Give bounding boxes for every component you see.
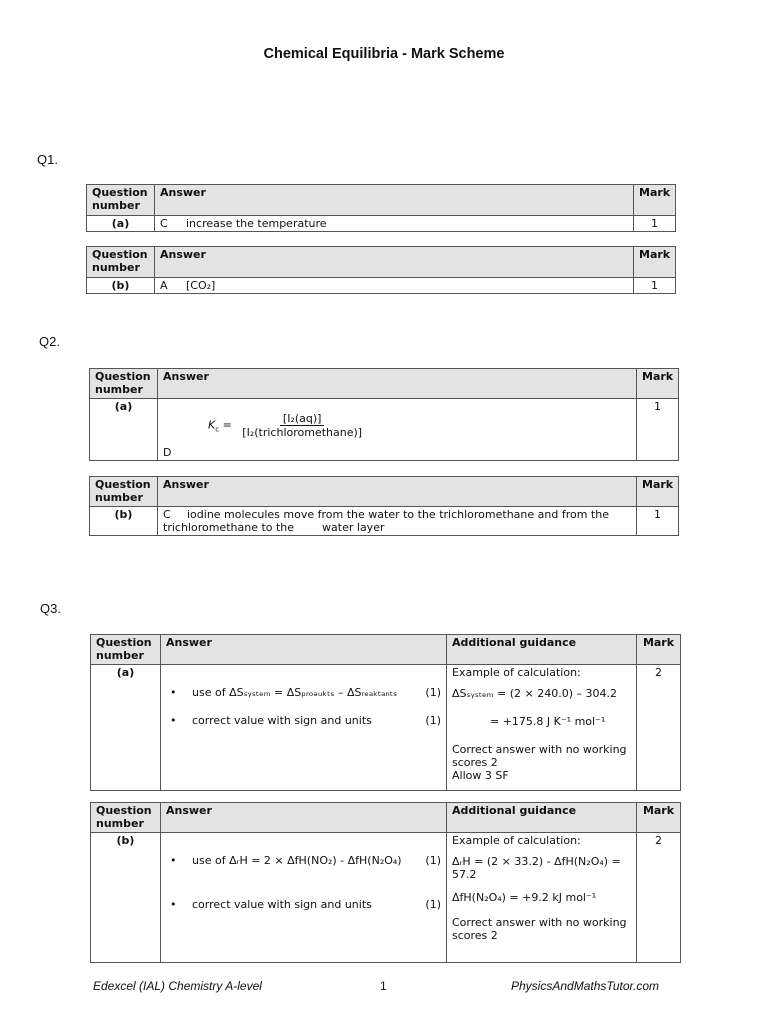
answer-cell	[158, 399, 637, 461]
bullet-item	[166, 714, 441, 727]
footer-page-number: 1	[380, 979, 387, 993]
header-mark: Mark	[634, 185, 676, 216]
bullet-mark: (1)	[425, 854, 441, 867]
guidance-line: Example of calculation:	[452, 666, 581, 679]
bullet-item	[166, 686, 441, 699]
header-mark: Mark	[634, 247, 676, 278]
answer-text: [CO₂]	[186, 279, 216, 292]
bullet-icon: •	[170, 714, 177, 727]
header-additional-guidance: Additional guidance	[447, 635, 637, 665]
bullet-text: use of ΔᵣH = 2 × ΔfH(NO₂) - ΔfH(N₂O₄)	[192, 854, 402, 867]
bullet-text: correct value with sign and units	[192, 898, 372, 911]
q1a-table	[86, 184, 676, 232]
header-question-number: Question number	[87, 247, 155, 278]
q1b-table	[86, 246, 676, 294]
page-title: Chemical Equilibria - Mark Scheme	[263, 46, 505, 62]
header-answer: Answer	[155, 185, 634, 216]
header-question-number: Question number	[91, 803, 161, 833]
question-part: (b)	[91, 833, 161, 963]
answer-text: increase the temperature	[186, 217, 327, 230]
q3a-table	[90, 634, 681, 791]
guidance-line: ΔSₛᵧₛₜₑₘ = (2 × 240.0) – 304.2	[452, 687, 617, 700]
answer-cell	[155, 278, 634, 294]
question-part: (b)	[90, 507, 158, 536]
bullet-item	[166, 898, 441, 911]
guidance-line: Correct answer with no working scores 2	[452, 743, 627, 769]
kc-symbol: K	[208, 418, 216, 432]
bullet-icon: •	[170, 898, 177, 911]
mark-value: 1	[637, 399, 679, 461]
kc-expression	[163, 400, 631, 446]
header-question-number: Question number	[87, 185, 155, 216]
answer-letter: C	[160, 217, 168, 230]
q3b-table	[90, 802, 681, 963]
answer-cell	[161, 833, 447, 963]
guidance-line: Correct answer with no working scores 2	[452, 916, 627, 942]
header-answer: Answer	[158, 477, 637, 507]
kc-numerator: [I₂(aq)]	[280, 412, 325, 426]
header-answer: Answer	[158, 369, 637, 399]
answer-line-1: iodine molecules move from the water to the trichloromethane and from the	[187, 508, 609, 521]
answer-cell	[158, 507, 637, 536]
kc-denominator: [I₂(trichloromethane)]	[242, 426, 363, 439]
q2b-table	[89, 476, 679, 536]
q1-label: Q1.	[37, 152, 58, 167]
guidance-line: Example of calculation:	[452, 834, 581, 847]
header-question-number: Question number	[90, 369, 158, 399]
footer-right: PhysicsAndMathsTutor.com	[511, 979, 660, 993]
header-mark: Mark	[637, 803, 681, 833]
q3-label: Q3.	[40, 601, 61, 616]
answer-letter: D	[163, 446, 172, 459]
header-mark: Mark	[637, 477, 679, 507]
question-part: (a)	[87, 216, 155, 232]
mark-value: 2	[637, 833, 681, 963]
header-mark: Mark	[637, 369, 679, 399]
question-part: (b)	[87, 278, 155, 294]
header-answer: Answer	[161, 635, 447, 665]
guidance-line: ΔfH(N₂O₄) = +9.2 kJ mol⁻¹	[452, 891, 597, 904]
guidance-line: Allow 3 SF	[452, 769, 509, 782]
kc-fraction	[239, 412, 365, 439]
bullet-mark: (1)	[425, 898, 441, 911]
header-answer: Answer	[161, 803, 447, 833]
footer-left: Edexcel (IAL) Chemistry A-level	[93, 979, 262, 993]
bullet-text: correct value with sign and units	[192, 714, 372, 727]
bullet-item	[166, 854, 441, 867]
bullet-mark: (1)	[425, 686, 441, 699]
mark-value: 1	[637, 507, 679, 536]
guidance-cell	[447, 833, 637, 963]
answer-letter: C	[163, 508, 171, 521]
bullet-icon: •	[170, 686, 177, 699]
equals-sign: =	[222, 418, 232, 432]
mark-value: 1	[634, 216, 676, 232]
header-question-number: Question number	[91, 635, 161, 665]
kc-subscript: c	[215, 425, 220, 434]
answer-cell	[155, 216, 634, 232]
answer-line-2a: trichloromethane to the	[163, 521, 295, 534]
answer-line-2b: water layer	[322, 521, 385, 534]
mark-value: 2	[637, 665, 681, 791]
bullet-icon: •	[170, 854, 177, 867]
guidance-cell	[447, 665, 637, 791]
header-answer: Answer	[155, 247, 634, 278]
answer-letter: A	[160, 279, 168, 292]
guidance-line: ΔᵣH = (2 × 33.2) - ΔfH(N₂O₄) = 57.2	[452, 855, 621, 881]
header-mark: Mark	[637, 635, 681, 665]
guidance-line: = +175.8 J K⁻¹ mol⁻¹	[490, 715, 606, 728]
question-part: (a)	[90, 399, 158, 461]
header-additional-guidance: Additional guidance	[447, 803, 637, 833]
answer-cell	[161, 665, 447, 791]
header-question-number: Question number	[90, 477, 158, 507]
q2-label: Q2.	[39, 334, 60, 349]
question-part: (a)	[91, 665, 161, 791]
bullet-mark: (1)	[425, 714, 441, 727]
mark-value: 1	[634, 278, 676, 294]
bullet-text: use of ΔSₛᵧₛₜₑₘ = ΔSₚᵣₒₔᵤₖₜₛ – ΔSᵣₑₐₖₜₐₙₜₛ	[192, 686, 398, 699]
q2a-table	[89, 368, 679, 461]
